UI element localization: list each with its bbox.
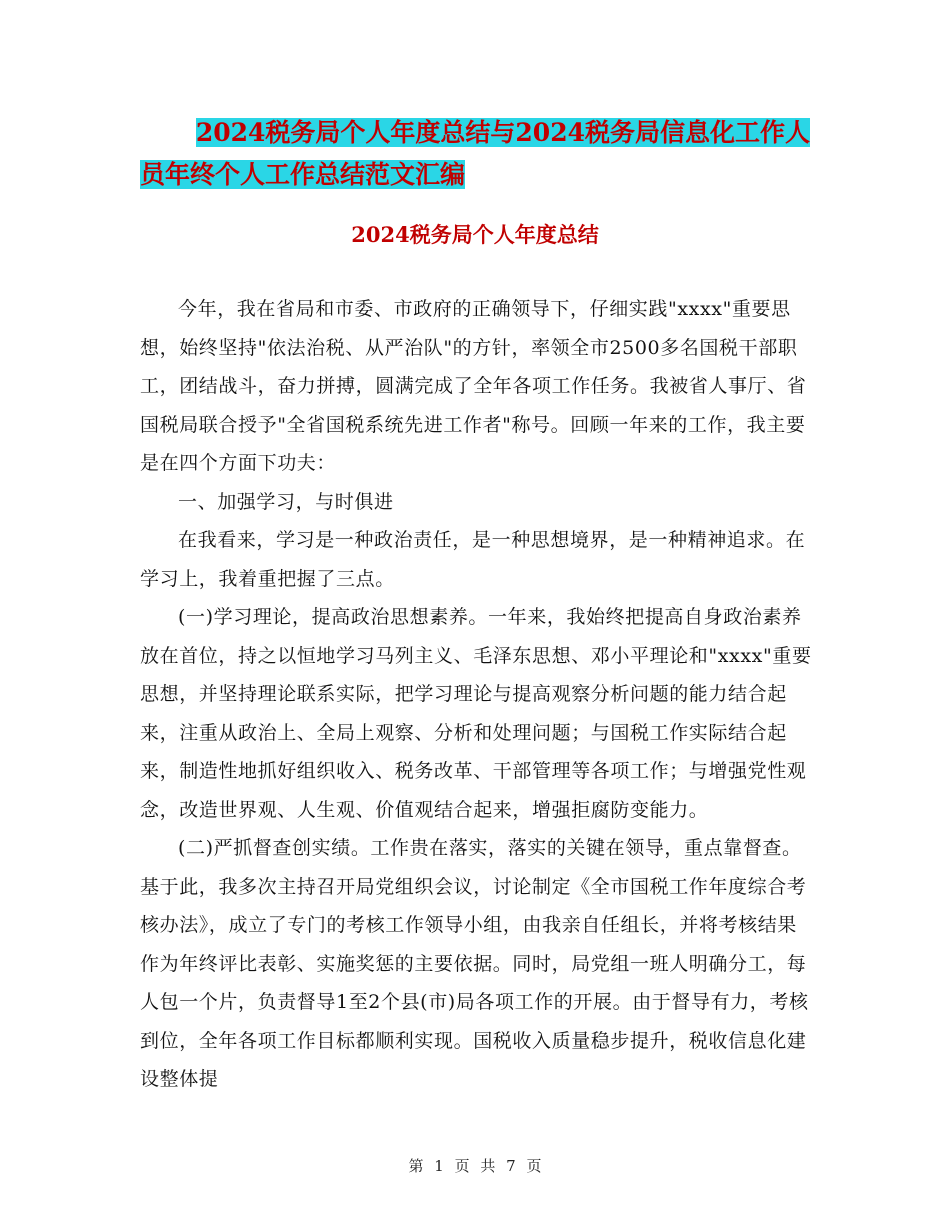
heading-strengthen-learning: 一、加强学习，与时俱进 (178, 490, 394, 513)
paragraph-supervision: (二)严抓督查创实绩。工作贵在落实，落实的关键在领导，重点靠督查。基于此，我多次主持召开局党组织会议，讨论制定《全市国税工作年度综合考核办法》，成立了专门的考核工作领导小组，由我亲自任组长，并将考核结果作为年终评比表彰、实施奖惩的主要依据。同时，局党组一班人明确分工，每人包一个片，负责督导1至2个县(市)局各项工作的开展。由于督导有力，考核到位，全年各项工作目标都顺利实现。国税收入质量稳步提升，税收信息化建设整体提 (140, 837, 809, 1090)
document-title-line2: 员年终个人工作总结范文汇编 (140, 160, 466, 189)
document-body (140, 290, 812, 1099)
document-title-line1: 2024税务局个人年度总结与2024税务局信息化工作人 (195, 118, 810, 147)
page-footer: 第 1 页 共 7 页 (408, 1157, 542, 1175)
paragraph-theory: (一)学习理论，提高政治思想素养。一年来，我始终把提高自身政治素养放在首位，持之以恒地学习马列主义、毛泽东思想、邓小平理论和"xxxx"重要思想，并坚持理论联系实际，把学习理论与提高观察分析问题的能力结合起来，注重从政治上、全局上观察、分析和处理问题；与国税工作实际结合起来，制造性地抓好组织收入、税务改革、干部管理等各项工作；与增强党性观念，改造世界观、人生观、价值观结合起来，增强拒腐防变能力。 (140, 606, 812, 821)
paragraph-intro: 今年，我在省局和市委、市政府的正确领导下，仔细实践"xxxx"重要思想，始终坚持"依法治税、从严治队"的方针，率领全市2500多名国税干部职工，团结战斗，奋力拼搏，圆满完成了全年各项工作任务。我被省人事厅、省国税局联合授予"全省国税系统先进工作者"称号。回顾一年来的工作，我主要是在四个方面下功夫： (140, 298, 807, 474)
section-title: 2024税务局个人年度总结 (351, 222, 599, 247)
paragraph-learning: 在我看来，学习是一种政治责任，是一种思想境界，是一种精神追求。在学习上，我着重把握了三点。 (140, 529, 806, 590)
document-title (140, 112, 810, 196)
